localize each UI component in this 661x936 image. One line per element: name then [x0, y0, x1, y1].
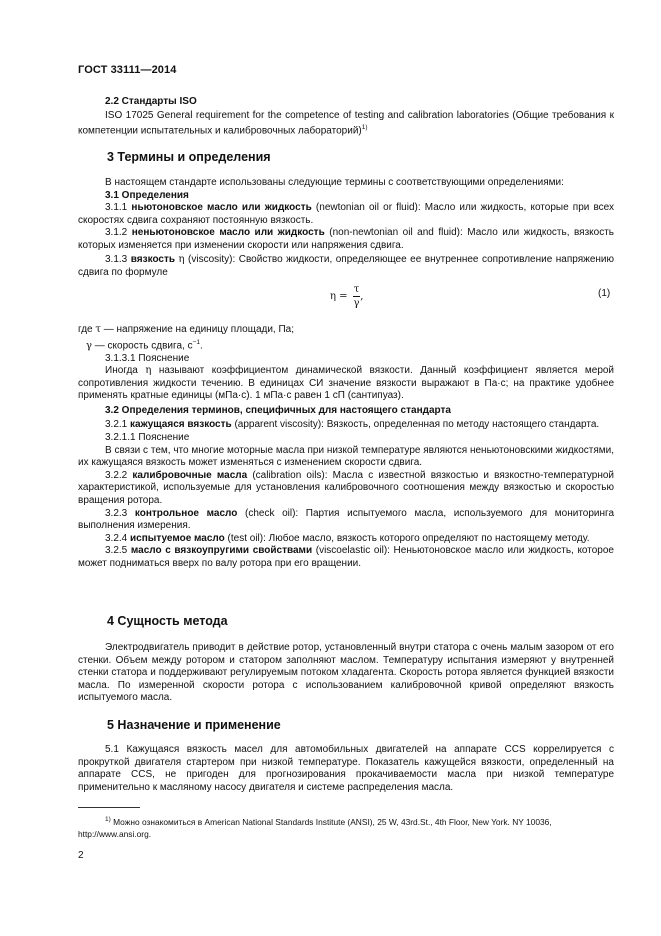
note-3-1-3-1-text: Иногда η называют коэффициентом динамической вязкости. Данный коэффициент является мерой сопротивления жидкости течению. В единицах СИ значение вязкости выражают в Па·с; на практике удобнее применять кратные единицы (мПа·с). 1 мПа·с равен 1 сП (сантипуаз).	[78, 365, 615, 402]
section-3-title: 3 Термины и определения	[107, 150, 271, 164]
section-3-intro: В настоящем стандарте использованы следующие термины с соответствующими определениями:	[105, 177, 564, 188]
section-3-body	[78, 177, 614, 279]
term-3-2-5: 3.2.5 масло с вязкоупругими свойствами (viscoelastic oil): Неньютоновское масло или жидкость, которое может подниматься вверх по валу ротора при его вращении.	[78, 545, 614, 570]
footnote-mark: 1)	[105, 816, 111, 823]
term-3-1-1: 3.1.1 ньютоновское масло или жидкость (newtonian oil or fluid): Масло или жидкость, которые при всех скоростях сдвига сохраняют постоянную вязкость.	[78, 202, 615, 226]
formula-number: (1)	[598, 288, 611, 299]
document-code-header: ГОСТ 33111—2014	[78, 64, 177, 76]
section-5-1-text: 5.1 Кажущаяся вязкость масел для автомобильных двигателей на аппарате CCS коррелируется с прокруткой двигателя стартером при низкой температуре. Показатель кажущейся вязкости, определенный на аппарате CCS, не пригоден для прогнозирования прокачиваемости масла при низкой температуре применительно к масляному насосу двигателя и системе распределения масла.	[78, 744, 614, 793]
section-3-continued	[78, 324, 614, 571]
footnote	[78, 814, 614, 840]
section-5-body	[78, 744, 614, 794]
term-3-2-2-name: калибровочные масла	[132, 469, 248, 481]
term-3-1-2: 3.1.2 неньютоновское масло или жидкость (non-newtonian oil and fluid): Масло или жидкость, вязкость которых изменяется при изменении скорости или напряжения сдвига.	[78, 227, 615, 251]
section-5-title: 5 Назначение и применение	[107, 718, 281, 732]
term-3-2-1-name: кажущаяся вязкость	[130, 419, 232, 431]
term-3-1-2-name: неньютоновское масло или жидкость	[131, 227, 325, 239]
note-3-1-3-1-heading: 3.1.3.1 Пояснение	[105, 352, 190, 364]
term-3-2-4: 3.2.4 испытуемое масло (test oil): Любое масло, вязкость которого определяют по настоящему методу.	[105, 532, 590, 544]
section-2-2	[78, 96, 614, 138]
section-4-text: Электродвигатель приводит в действие ротор, установленный внутри статора с очень малым зазором от его стенки. Объем между ротором и статором заполняют маслом. Температуру испытания измеряют у внутренней стенки статора и поддерживают регулируемым потоком хладагента. Скорость ротора является функцией вязкости масла. По измеренной скорости ротора с использованием калибровочной кривой определяют вязкость испытуемого масла.	[78, 642, 614, 704]
note-3-2-1-1-text: В связи с тем, что многие моторные масла при низкой температуре являются неньютоновскими жидкостями, их кажущаяся вязкость может изменяться с изменением скорости сдвига.	[78, 444, 614, 469]
formula-where-gamma: γ — скорость сдвига, $с^{-1}$.	[86, 338, 203, 351]
term-3-2-2: 3.2.2 калибровочные масла (calibration oils): Масла с известной вязкостью и вязкостно-температурной характеристикой, используемые для установления калибровочного соотношения между вязкостью и скоростью вращения ротора.	[78, 469, 615, 507]
term-3-2-5-name: масло с вязкоупругими свойствами	[130, 545, 313, 557]
formula-fraction: $\frac{\tau}{\gamma}$	[353, 284, 360, 309]
section-4-title: 4 Сущность метода	[107, 614, 228, 628]
section-2-2-text: ISO 17025 General requirement for the competence of testing and calibration laboratories (Общие требования к компетенции испытательных и калибровочных лабораторий)$^{1)}$	[78, 109, 614, 137]
page-number: 2	[78, 850, 84, 861]
footnote-reference[interactable]: 1)	[361, 124, 368, 132]
footnote-separator	[78, 807, 140, 808]
term-3-2-3-name: контрольное масло	[134, 507, 238, 519]
term-3-2-4-name: испытуемое масло	[130, 532, 225, 544]
footnote-text: Можно ознакомиться в American National Standards Institute (ANSI), 25 W, 43rd.St., 4th Floor, New York. NY 10036, http://www.ansi.org.	[78, 816, 552, 839]
viscosity-formula: η = $\frac{\tau}{\gamma}$ ,	[330, 284, 364, 309]
note-3-2-1-1-heading: 3.2.1.1 Пояснение	[105, 432, 190, 444]
term-3-1-1-name: ньютоновское масло или жидкость	[131, 202, 312, 214]
section-4-body	[78, 642, 614, 705]
section-3-1-heading: 3.1 Определения	[105, 189, 189, 201]
term-3-1-3-name: вязкость	[130, 253, 176, 265]
section-3-2-heading: 3.2 Определения терминов, специфичных для настоящего стандарта	[105, 404, 451, 416]
formula-where-tau: где τ — напряжение на единицу площади, Па;	[78, 324, 295, 335]
section-2-2-heading: 2.2 Стандарты ISO	[105, 96, 197, 107]
term-3-1-3: 3.1.3 вязкость η (viscosity): Свойство жидкости, определяющее ее внутреннее сопротивление напряжению сдвига по формуле	[78, 253, 615, 278]
term-3-2-1: 3.2.1 кажущаяся вязкость (apparent viscosity): Вязкость, определенная по методу настоящего стандарта.	[105, 419, 600, 431]
term-3-2-3: 3.2.3 контрольное масло (check oil): Партия испытуемого масла, используемого для мониторинга выполнения измерения.	[78, 507, 615, 532]
